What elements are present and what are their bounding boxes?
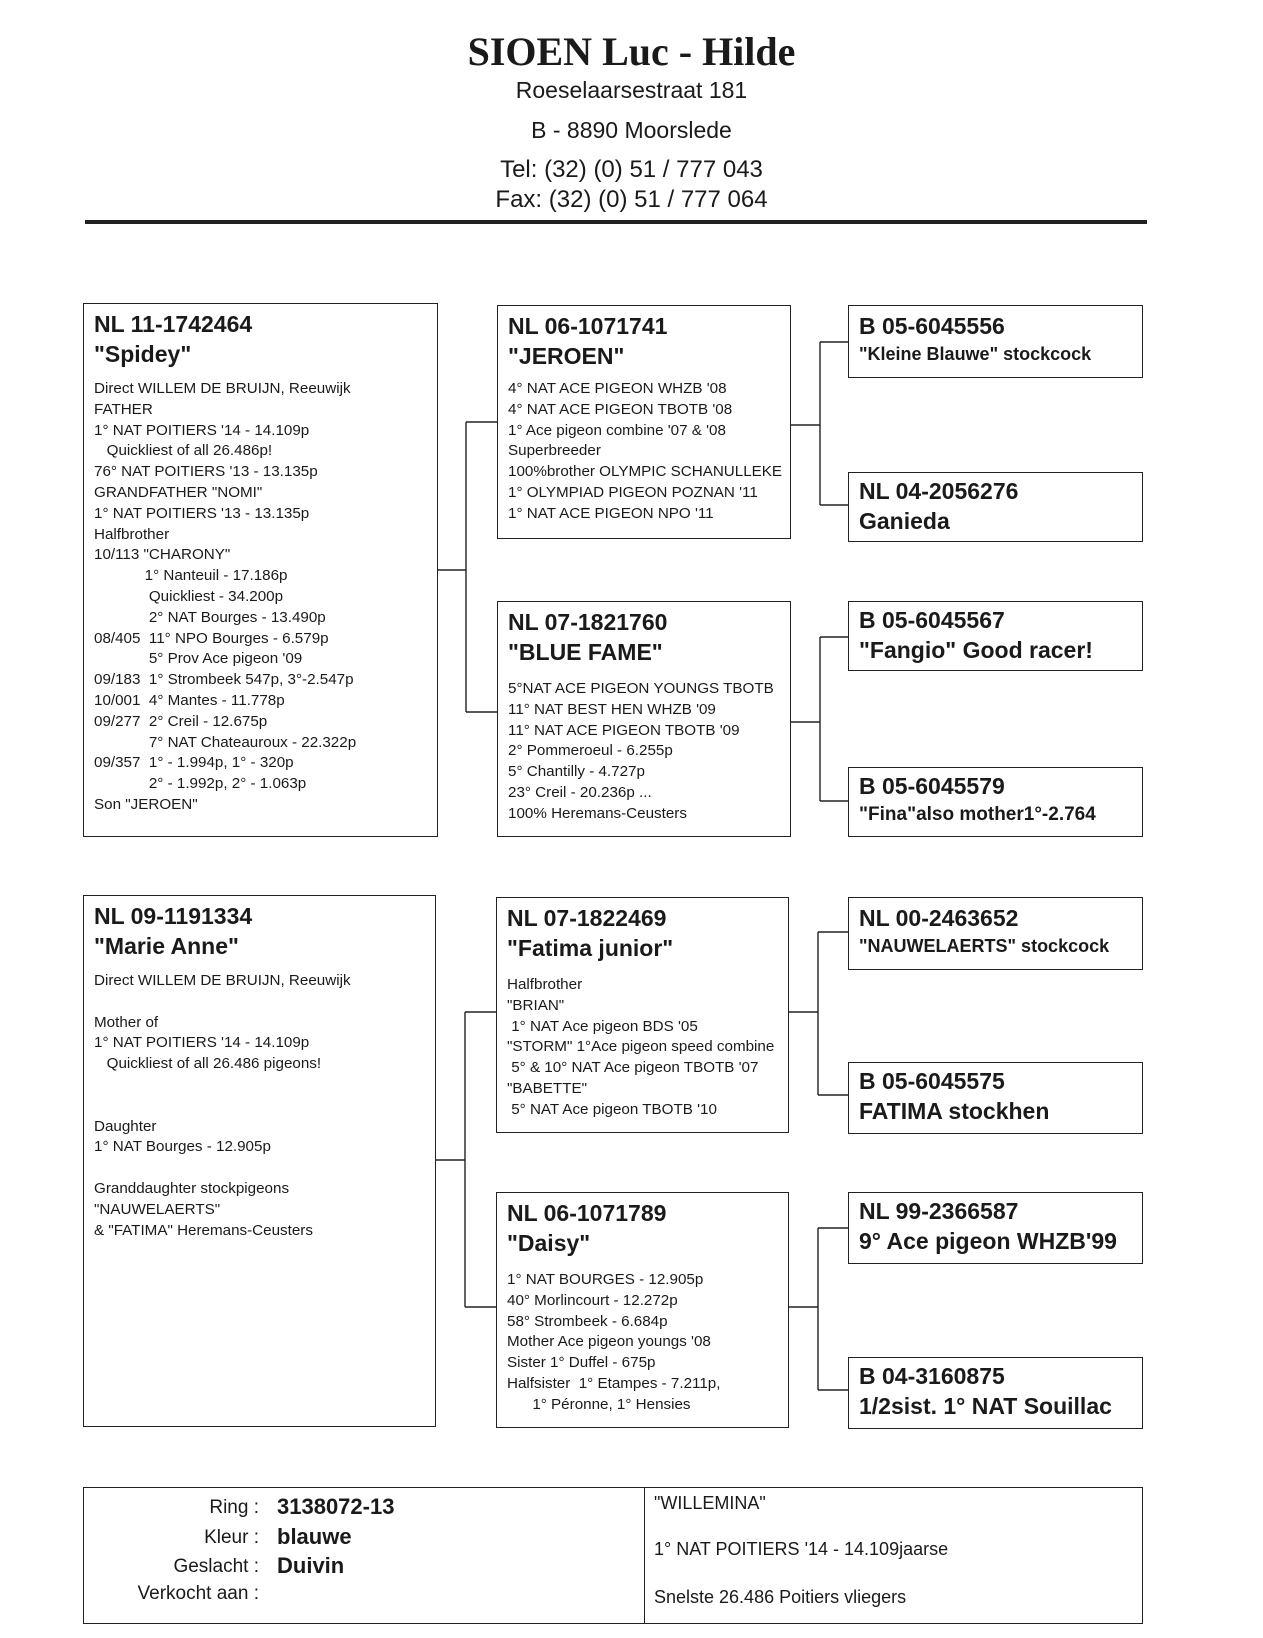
breeder-name: SIOEN Luc - Hilde [467,29,796,74]
ddd-card [848,1357,1143,1429]
ddd-ring: B 04-3160875 [859,1363,1005,1389]
ssd-name: Ganieda [859,508,950,534]
sire-ring: NL 11-1742464 [94,311,253,337]
sire-dam-ring: NL 07-1821760 [508,609,668,635]
ssd-ring: NL 04-2056276 [859,478,1019,504]
geslacht-label: Geslacht : [173,1556,259,1577]
dss-ring: NL 00-2463652 [859,905,1019,931]
dds-name: 9° Ace pigeon WHZB'99 [859,1228,1117,1254]
dam-notes: Direct WILLEM DE BRUIJN, Reeuwijk Mother of 1° NAT POITIERS '14 - 14.109p Quickliest of all 26.486 pigeons! Daughter 1° NAT Bourges - 12.905p Granddaughter stockpigeons "NAUWELAERTS" & "FATIMA" Heremans-Ceusters [94,972,351,1239]
bird-details [84,1488,645,1623]
dam-sire-name: "Fatima junior" [507,935,674,961]
sss-ring: B 05-6045556 [859,313,1005,339]
dam-ring: NL 09-1191334 [94,903,253,929]
bird-info-footer [83,1487,1143,1624]
ssd-card [848,472,1143,542]
sds-card [848,601,1143,671]
sire-dam-name: "BLUE FAME" [508,639,663,665]
kleur-value: blauwe [277,1524,352,1549]
dam-sire-card [496,897,789,1133]
dam-dam-card [496,1192,789,1428]
dsd-card [848,1062,1143,1134]
geslacht-value: Duivin [277,1553,345,1578]
breeder-fax: Fax: (32) (0) 51 / 777 064 [495,186,768,213]
geslacht-row [84,1553,644,1583]
kleur-label: Kleur : [204,1527,259,1548]
bird-name: "WILLEMINA" [654,1493,766,1513]
dam-card [83,895,436,1427]
sire-sire-notes: 4° NAT ACE PIGEON WHZB '08 4° NAT ACE PIGEON TBOTB '08 1° Ace pigeon combine '07 & '08 Superbreeder 100%brother OLYMPIC SCHANULLEKE 1° OLYMPIAD PIGEON POZNAN '11 1° NAT ACE PIGEON NPO '11 [508,380,783,522]
sds-name: "Fangio" Good racer! [859,637,1093,663]
dam-name: "Marie Anne" [94,933,239,959]
dam-dam-name: "Daisy" [507,1230,591,1256]
ddd-name: 1/2sist. 1° NAT Souillac [859,1393,1112,1419]
ring-label: Ring : [209,1497,259,1518]
achievement-line-1: 1° NAT POITIERS '14 - 14.109jaarse [654,1539,949,1559]
breeder-street: Roeselaarsestraat 181 [515,77,748,103]
breeder-city: B - 8890 Moorslede [531,117,732,143]
dss-name: "NAUWELAERTS" stockcock [859,936,1110,956]
sire-name: "Spidey" [94,341,192,367]
sss-name: "Kleine Blauwe" stockcock [859,344,1092,364]
dam-sire-ring: NL 07-1822469 [507,905,667,931]
sire-notes: Direct WILLEM DE BRUIJN, Reeuwijk FATHER 1° NAT POITIERS '14 - 14.109p Quickliest of all 26.486p! 76° NAT POITIERS '13 - 13.135p GRANDFATHER "NOMI" 1° NAT POITIERS '13 - 13.135p Halfbrother 10/113 "CHARONY" 1° Nanteuil - 17.186p Quickliest - 34.200p 2° NAT Bourges - 13.490p 08/405 11° NPO Bourges - 6.579p 5° Prov Ace pigeon '09 09/183 1° Strombeek 547p, 3°-2.547p 10/001 4° Mantes - 11.778p 09/277 2° Creil - 12.675p 7° NAT Chateauroux - 22.322p 09/357 1° - 1.994p, 1° - 320p 2° - 1.992p, 2° - 1.063p Son "JEROEN" [94,380,357,813]
sire-dam-card [497,601,791,837]
sire-sire-card [497,305,791,539]
sire-sire-name: "JEROEN" [508,343,625,369]
dam-dam-notes: 1° NAT BOURGES - 12.905p 40° Morlincourt - 12.272p 58° Strombeek - 6.684p Mother Ace pigeon youngs '08 Sister 1° Duffel - 675p Halfsister 1° Etampes - 7.211p, 1° Péronne, 1° Hensies [507,1271,721,1413]
ring-value: 3138072-13 [277,1494,395,1519]
sire-dam-notes: 5°NAT ACE PIGEON YOUNGS TBOTB 11° NAT BEST HEN WHZB '09 11° NAT ACE PIGEON TBOTB '09 2° Pommeroeul - 6.255p 5° Chantilly - 4.727p 23° Creil - 20.236p ... 100% Heremans-Ceusters [508,680,774,822]
dsd-name: FATIMA stockhen [859,1098,1050,1124]
dds-card [848,1192,1143,1264]
sdd-name: "Fina"also mother1°-2.764 [859,804,1096,825]
sds-ring: B 05-6045567 [859,607,1005,633]
dam-sire-notes: Halfbrother "BRIAN" 1° NAT Ace pigeon BDS '05 "STORM" 1°Ace pigeon speed combine 5° & 10° NAT Ace pigeon TBOTB '07 "BABETTE" 5° NAT Ace pigeon TBOTB '10 [507,976,775,1118]
verkocht-label: Verkocht aan : [137,1583,259,1604]
sdd-ring: B 05-6045579 [859,773,1005,799]
dsd-ring: B 05-6045575 [859,1068,1005,1094]
ring-row [84,1494,644,1524]
achievement-line-2: Snelste 26.486 Poitiers vliegers [654,1587,907,1607]
breeder-tel: Tel: (32) (0) 51 / 777 043 [500,156,763,183]
sire-sire-ring: NL 06-1071741 [508,313,668,339]
verkocht-row [84,1583,644,1613]
kleur-row [84,1524,644,1554]
sss-card [848,305,1143,378]
dam-dam-ring: NL 06-1071789 [507,1200,667,1226]
dds-ring: NL 99-2366587 [859,1198,1019,1224]
sire-card [83,303,438,837]
sdd-card [848,767,1143,837]
dss-card [848,897,1143,970]
